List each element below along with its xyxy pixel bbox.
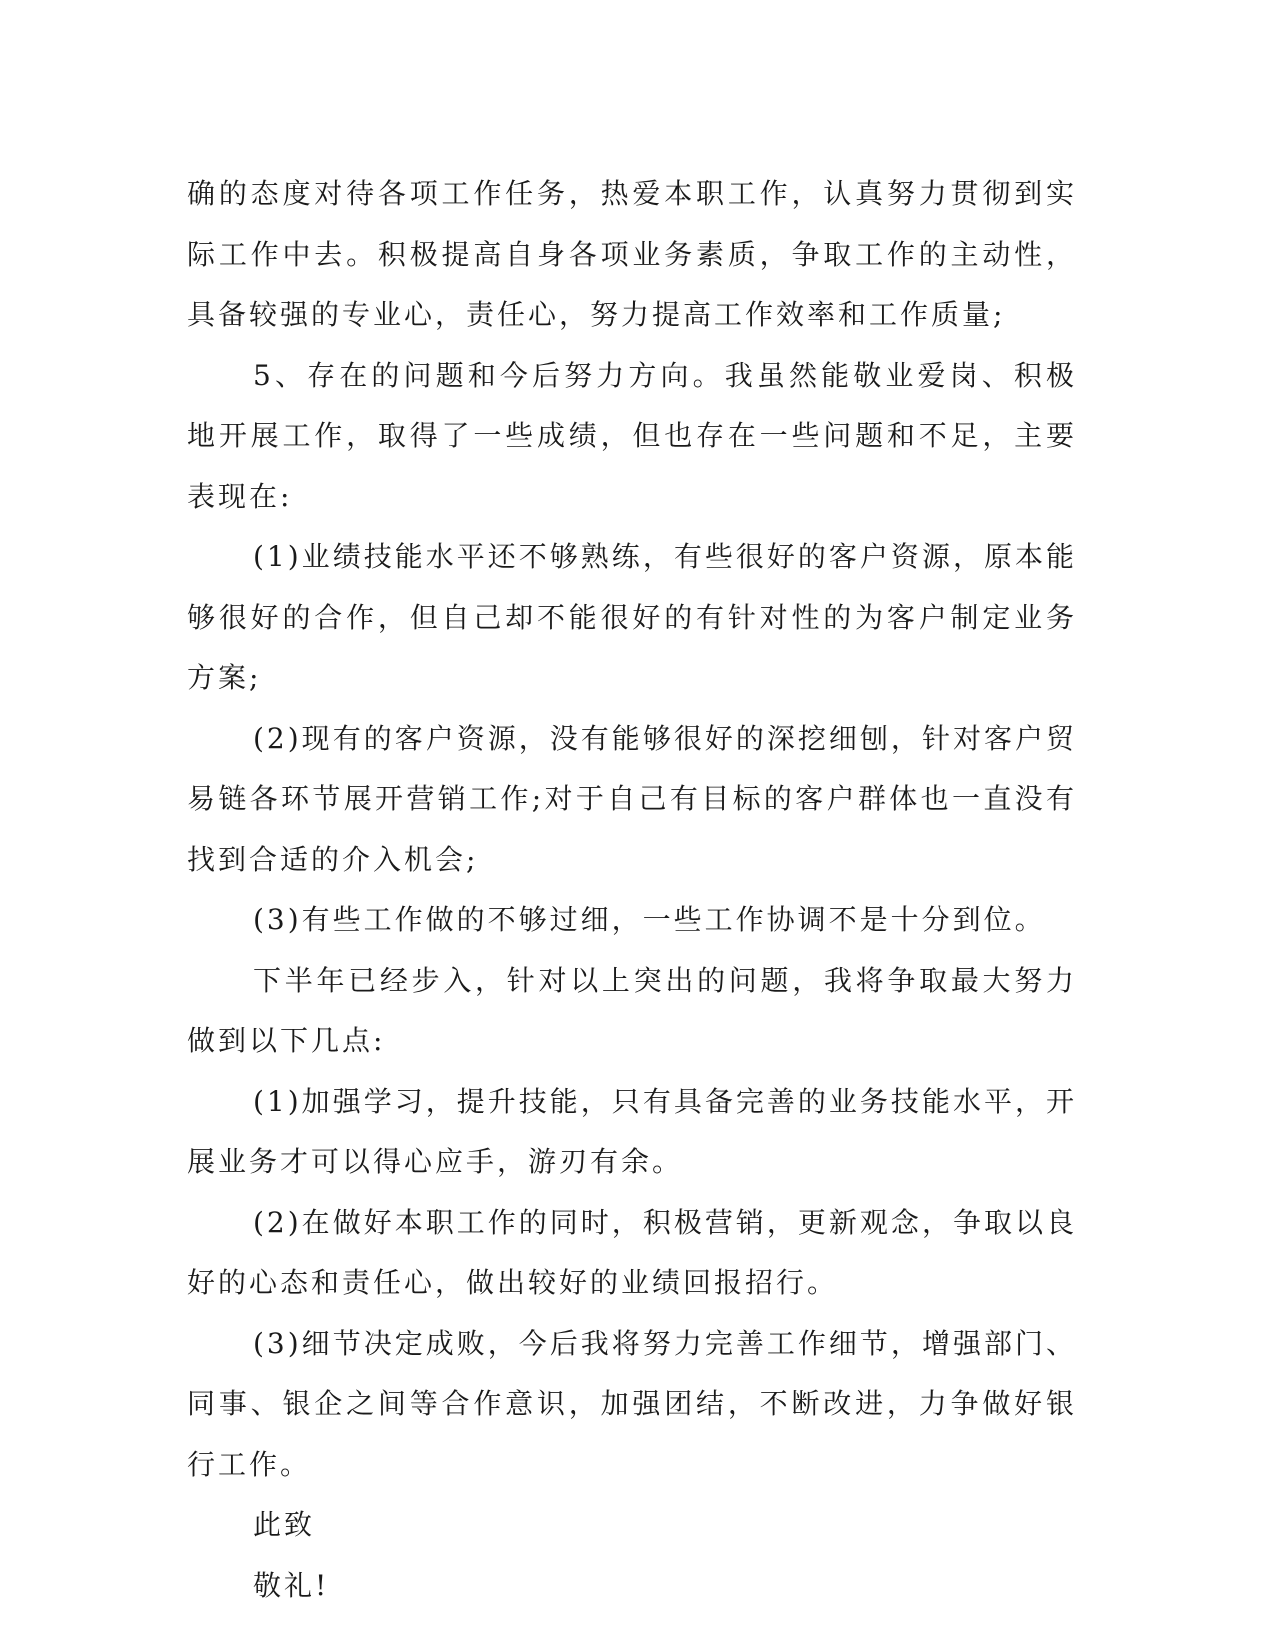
paragraph-section-5-heading: 5、存在的问题和今后努力方向。我虽然能敬业爱岗、积极地开展工作，取得了一些成绩，但也存在一些问题和不足，主要表现在: [187,358,1077,513]
paragraph-plan-intro: 下半年已经步入，针对以上突出的问题，我将争取最大努力做到以下几点: [187,963,1077,1057]
paragraph-problem-1: (1)业绩技能水平还不够熟练，有些很好的客户资源，原本能够很好的合作，但自己却不能很好的有针对性的为客户制定业务方案; [187,540,1077,694]
paragraph-continuation: 确的态度对待各项工作任务，热爱本职工作，认真努力贯彻到实际工作中去。积极提高自身各项业务素质，争取工作的主动性，具备较强的专业心，责任心，努力提高工作效率和工作质量; [187,177,1077,331]
paragraph-plan-2: (2)在做好本职工作的同时，积极营销，更新观念，争取以良好的心态和责任心，做出较好的业绩回报招行。 [187,1205,1077,1299]
paragraph-plan-1: (1)加强学习，提升技能，只有具备完善的业务技能水平，开展业务才可以得心应手，游刃有余。 [187,1084,1077,1178]
paragraph-plan-3: (3)细节决定成败，今后我将努力完善工作细节，增强部门、同事、银企之间等合作意识，加强团结，不断改进，力争做好银行工作。 [187,1326,1077,1481]
document-body [187,164,1077,1616]
closing-regards: 敬礼! [253,1568,330,1602]
paragraph-problem-3: (3)有些工作做的不够过细，一些工作协调不是十分到位。 [253,903,1046,936]
paragraph-problem-2: (2)现有的客户资源，没有能够很好的深挖细刨，针对客户贸易链各环节展开营销工作;对于自己有目标的客户群体也一直没有找到合适的介入机会; [187,721,1077,876]
closing-salutation: 此致 [253,1508,316,1541]
